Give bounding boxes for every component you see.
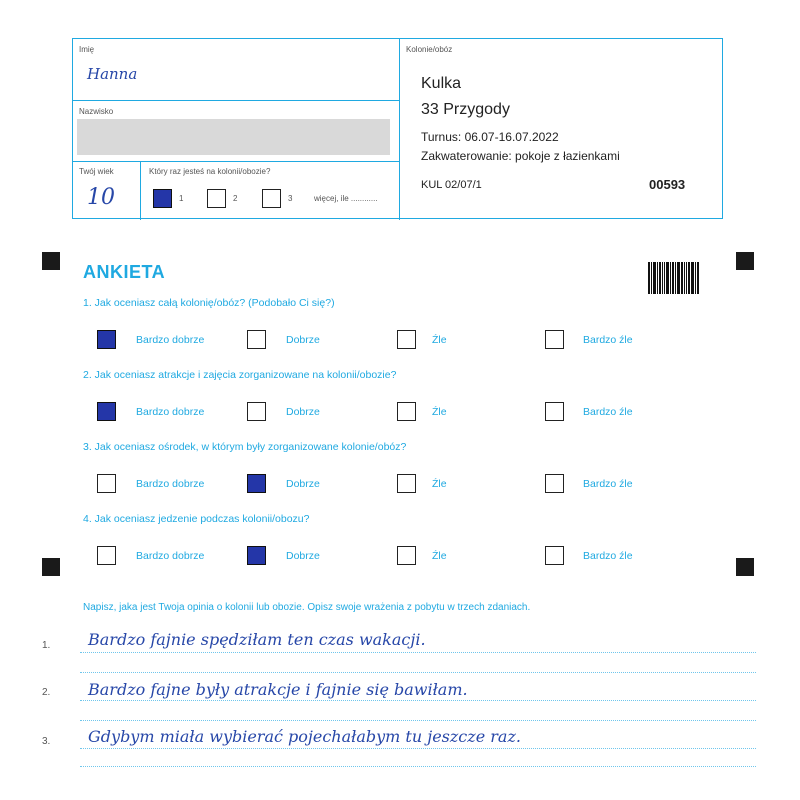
q4-checkbox-bardzo-dobrze[interactable] (97, 546, 116, 565)
q3-checkbox-bardzo-dobrze[interactable] (97, 474, 116, 493)
barcode (648, 262, 700, 294)
camp-label: Kolonie/obóz (406, 45, 453, 54)
registration-mark-bottom-right (736, 558, 754, 576)
turnus: Turnus: 06.07-16.07.2022 (421, 130, 559, 144)
q2-checkbox-bardzo-zle[interactable] (545, 402, 564, 421)
q2-label-zle: Źle (432, 406, 447, 418)
q3-label-bardzo-dobrze: Bardzo dobrze (136, 478, 205, 490)
q1-checkbox-dobrze[interactable] (247, 330, 266, 349)
q4-label-dobrze: Dobrze (286, 550, 320, 562)
which-time-label: Który raz jesteś na kolonii/obozie? (149, 167, 271, 176)
q1-label-dobrze: Dobrze (286, 334, 320, 346)
header-box (72, 38, 723, 219)
opinion-answer-2[interactable]: Bardzo fajne były atrakcje i fajnie się bawiłam. (88, 680, 468, 699)
opinion-answer-3[interactable]: Gdybym miała wybierać pojechałabym tu jeszcze raz. (88, 727, 521, 746)
q3-label-bardzo-zle: Bardzo źle (583, 478, 633, 490)
q3-checkbox-zle[interactable] (397, 474, 416, 493)
q1-checkbox-bardzo-zle[interactable] (545, 330, 564, 349)
registration-mark-bottom-left (42, 558, 60, 576)
which-time-option-1: 1 (179, 194, 184, 203)
camp-name: Kulka (421, 75, 462, 92)
q2-checkbox-bardzo-dobrze[interactable] (97, 402, 116, 421)
registration-mark-top-right (736, 252, 754, 270)
which-time-option-2: 2 (233, 194, 238, 203)
answer-line-3 (80, 748, 756, 749)
which-time-more: więcej, ile ............ (314, 194, 378, 203)
q1-checkbox-bardzo-dobrze[interactable] (97, 330, 116, 349)
lodging: Zakwaterowanie: pokoje z łazienkami (421, 149, 620, 163)
which-time-checkbox-3[interactable] (262, 189, 281, 208)
line-number-1: 1. (42, 640, 51, 651)
q2-checkbox-zle[interactable] (397, 402, 416, 421)
answer-line-3b (80, 766, 756, 767)
q3-label-dobrze: Dobrze (286, 478, 320, 490)
header-divider (399, 39, 400, 220)
question-3: 3. Jak oceniasz ośrodek, w którym były zorganizowane kolonie/obóz? (83, 441, 407, 453)
q2-label-dobrze: Dobrze (286, 406, 320, 418)
q3-label-zle: Źle (432, 478, 447, 490)
opinion-answer-1[interactable]: Bardzo fajnie spędziłam ten czas wakacji. (88, 630, 426, 649)
answer-line-2 (80, 700, 756, 701)
q4-label-bardzo-dobrze: Bardzo dobrze (136, 550, 205, 562)
age-label: Twój wiek (79, 167, 114, 176)
age-value[interactable]: 10 (87, 185, 115, 210)
line-number-3: 3. (42, 736, 51, 747)
which-time-checkbox-2[interactable] (207, 189, 226, 208)
surname-divider (73, 161, 399, 162)
answer-line-1b (80, 672, 756, 673)
q4-checkbox-bardzo-zle[interactable] (545, 546, 564, 565)
name-divider (73, 100, 399, 101)
age-divider (140, 161, 141, 220)
q3-checkbox-bardzo-zle[interactable] (545, 474, 564, 493)
q4-checkbox-zle[interactable] (397, 546, 416, 565)
which-time-checkbox-1[interactable] (153, 189, 172, 208)
form-number: 00593 (649, 177, 686, 192)
q2-checkbox-dobrze[interactable] (247, 402, 266, 421)
question-2: 2. Jak oceniasz atrakcje i zajęcia zorganizowane na kolonii/obozie? (83, 369, 397, 381)
surname-label: Nazwisko (79, 107, 114, 116)
q1-label-bardzo-zle: Bardzo źle (583, 334, 633, 346)
question-4: 4. Jak oceniasz jedzenie podczas kolonii/obozu? (83, 513, 310, 525)
which-time-option-3: 3 (288, 194, 293, 203)
camp-program: 33 Przygody (421, 101, 510, 118)
surname-redacted (77, 119, 390, 155)
survey-title: ANKIETA (83, 262, 166, 282)
q4-label-zle: Źle (432, 550, 447, 562)
q1-label-bardzo-dobrze: Bardzo dobrze (136, 334, 205, 346)
line-number-2: 2. (42, 687, 51, 698)
q4-checkbox-dobrze[interactable] (247, 546, 266, 565)
q4-label-bardzo-zle: Bardzo źle (583, 550, 633, 562)
opinion-prompt: Napisz, jaka jest Twoja opinia o kolonii lub obozie. Opisz swoje wrażenia z pobytu w trzech zdaniach. (83, 602, 531, 613)
name-label: Imię (79, 45, 95, 54)
q2-label-bardzo-dobrze: Bardzo dobrze (136, 406, 205, 418)
registration-mark-top-left (42, 252, 60, 270)
answer-line-1 (80, 652, 756, 653)
q3-checkbox-dobrze[interactable] (247, 474, 266, 493)
camp-code: KUL 02/07/1 (421, 179, 482, 191)
q1-label-zle: Źle (432, 334, 447, 346)
name-value[interactable]: Hanna (87, 65, 138, 83)
question-1: 1. Jak oceniasz całą kolonię/obóz? (Podobało Ci się?) (83, 297, 335, 309)
q1-checkbox-zle[interactable] (397, 330, 416, 349)
q2-label-bardzo-zle: Bardzo źle (583, 406, 633, 418)
answer-line-2b (80, 720, 756, 721)
